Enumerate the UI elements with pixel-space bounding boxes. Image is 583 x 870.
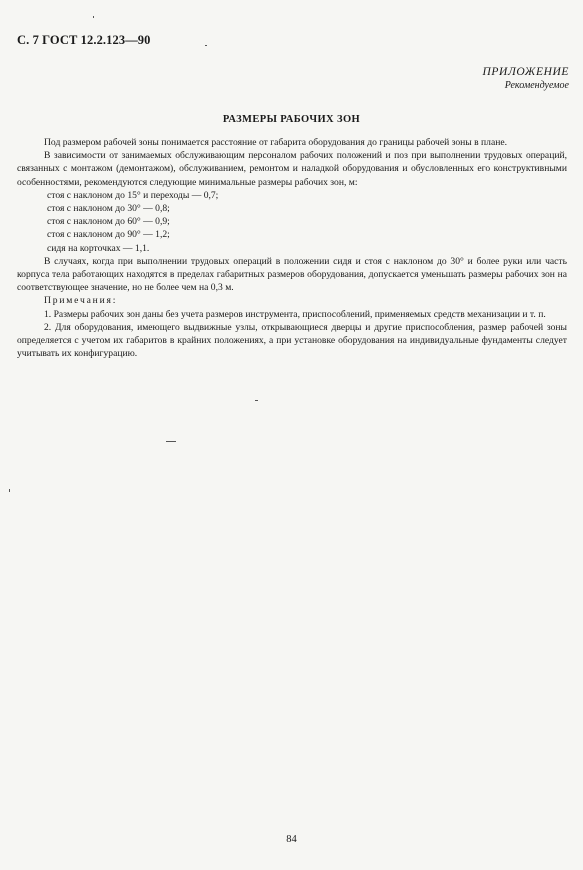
notes-heading: Примечания: <box>44 295 118 307</box>
scan-speck <box>9 489 10 492</box>
scan-speck <box>255 400 258 401</box>
paragraph-recommendation: В зависимости от занимаемых обслуживающим персоналом рабочих положений и поз при выполнении трудовых операций, связанных с монтажом (демонтажом), обслуживанием, ремонтом и наладкой оборудования и обусловленных его конструктивными особенностями, рекомендуются следующие минимальные размеры рабочих зон, м: <box>17 150 567 188</box>
note-item: 1. Размеры рабочих зон даны без учета размеров инструмента, приспособлений, применяемых средств механизации и т. п. <box>44 308 546 320</box>
scan-speck <box>93 16 94 18</box>
section-title: РАЗМЕРЫ РАБОЧИХ ЗОН <box>222 114 361 125</box>
size-item: стоя с наклоном до 60° — 0,9; <box>47 216 170 228</box>
size-item: стоя с наклоном до 15° и переходы — 0,7; <box>47 189 219 201</box>
note-item: 2. Для оборудования, имеющего выдвижные узлы, открывающиеся дверцы и другие приспособления, размер рабочей зоны определяется с учетом их габаритов в крайних положениях, а при установке оборудования на индивидуальные фундаменты следует учитывать их конфигурацию. <box>17 321 567 360</box>
appendix-title: ПРИЛОЖЕНИЕ <box>482 66 569 78</box>
page-number: 84 <box>286 834 297 845</box>
size-item: стоя с наклоном до 90° — 1,2; <box>47 229 170 241</box>
body-text <box>17 136 567 360</box>
size-item: сидя на корточках — 1,1. <box>47 242 150 254</box>
appendix-label <box>483 66 569 92</box>
scan-speck <box>205 45 207 46</box>
scan-speck <box>166 441 176 442</box>
size-item: стоя с наклоном до 30° — 0,8; <box>47 203 170 215</box>
paragraph-definition: Под размером рабочей зоны понимается расстояние от габарита оборудования до границы рабочей зоны в плане. <box>44 137 508 148</box>
appendix-subtitle: Рекомендуемое <box>504 80 569 91</box>
paragraph-reduction: В случаях, когда при выполнении трудовых операций в положении сидя и стоя с наклоном до 30° и более руки или часть корпуса тела работающих находятся в пределах габаритных размеров оборудования, допускается уменьшать размеры рабочих зон на соответствующее значение, но не более чем на 0,3 м. <box>17 255 567 294</box>
page-header: С. 7 ГОСТ 12.2.123—90 <box>17 33 151 47</box>
